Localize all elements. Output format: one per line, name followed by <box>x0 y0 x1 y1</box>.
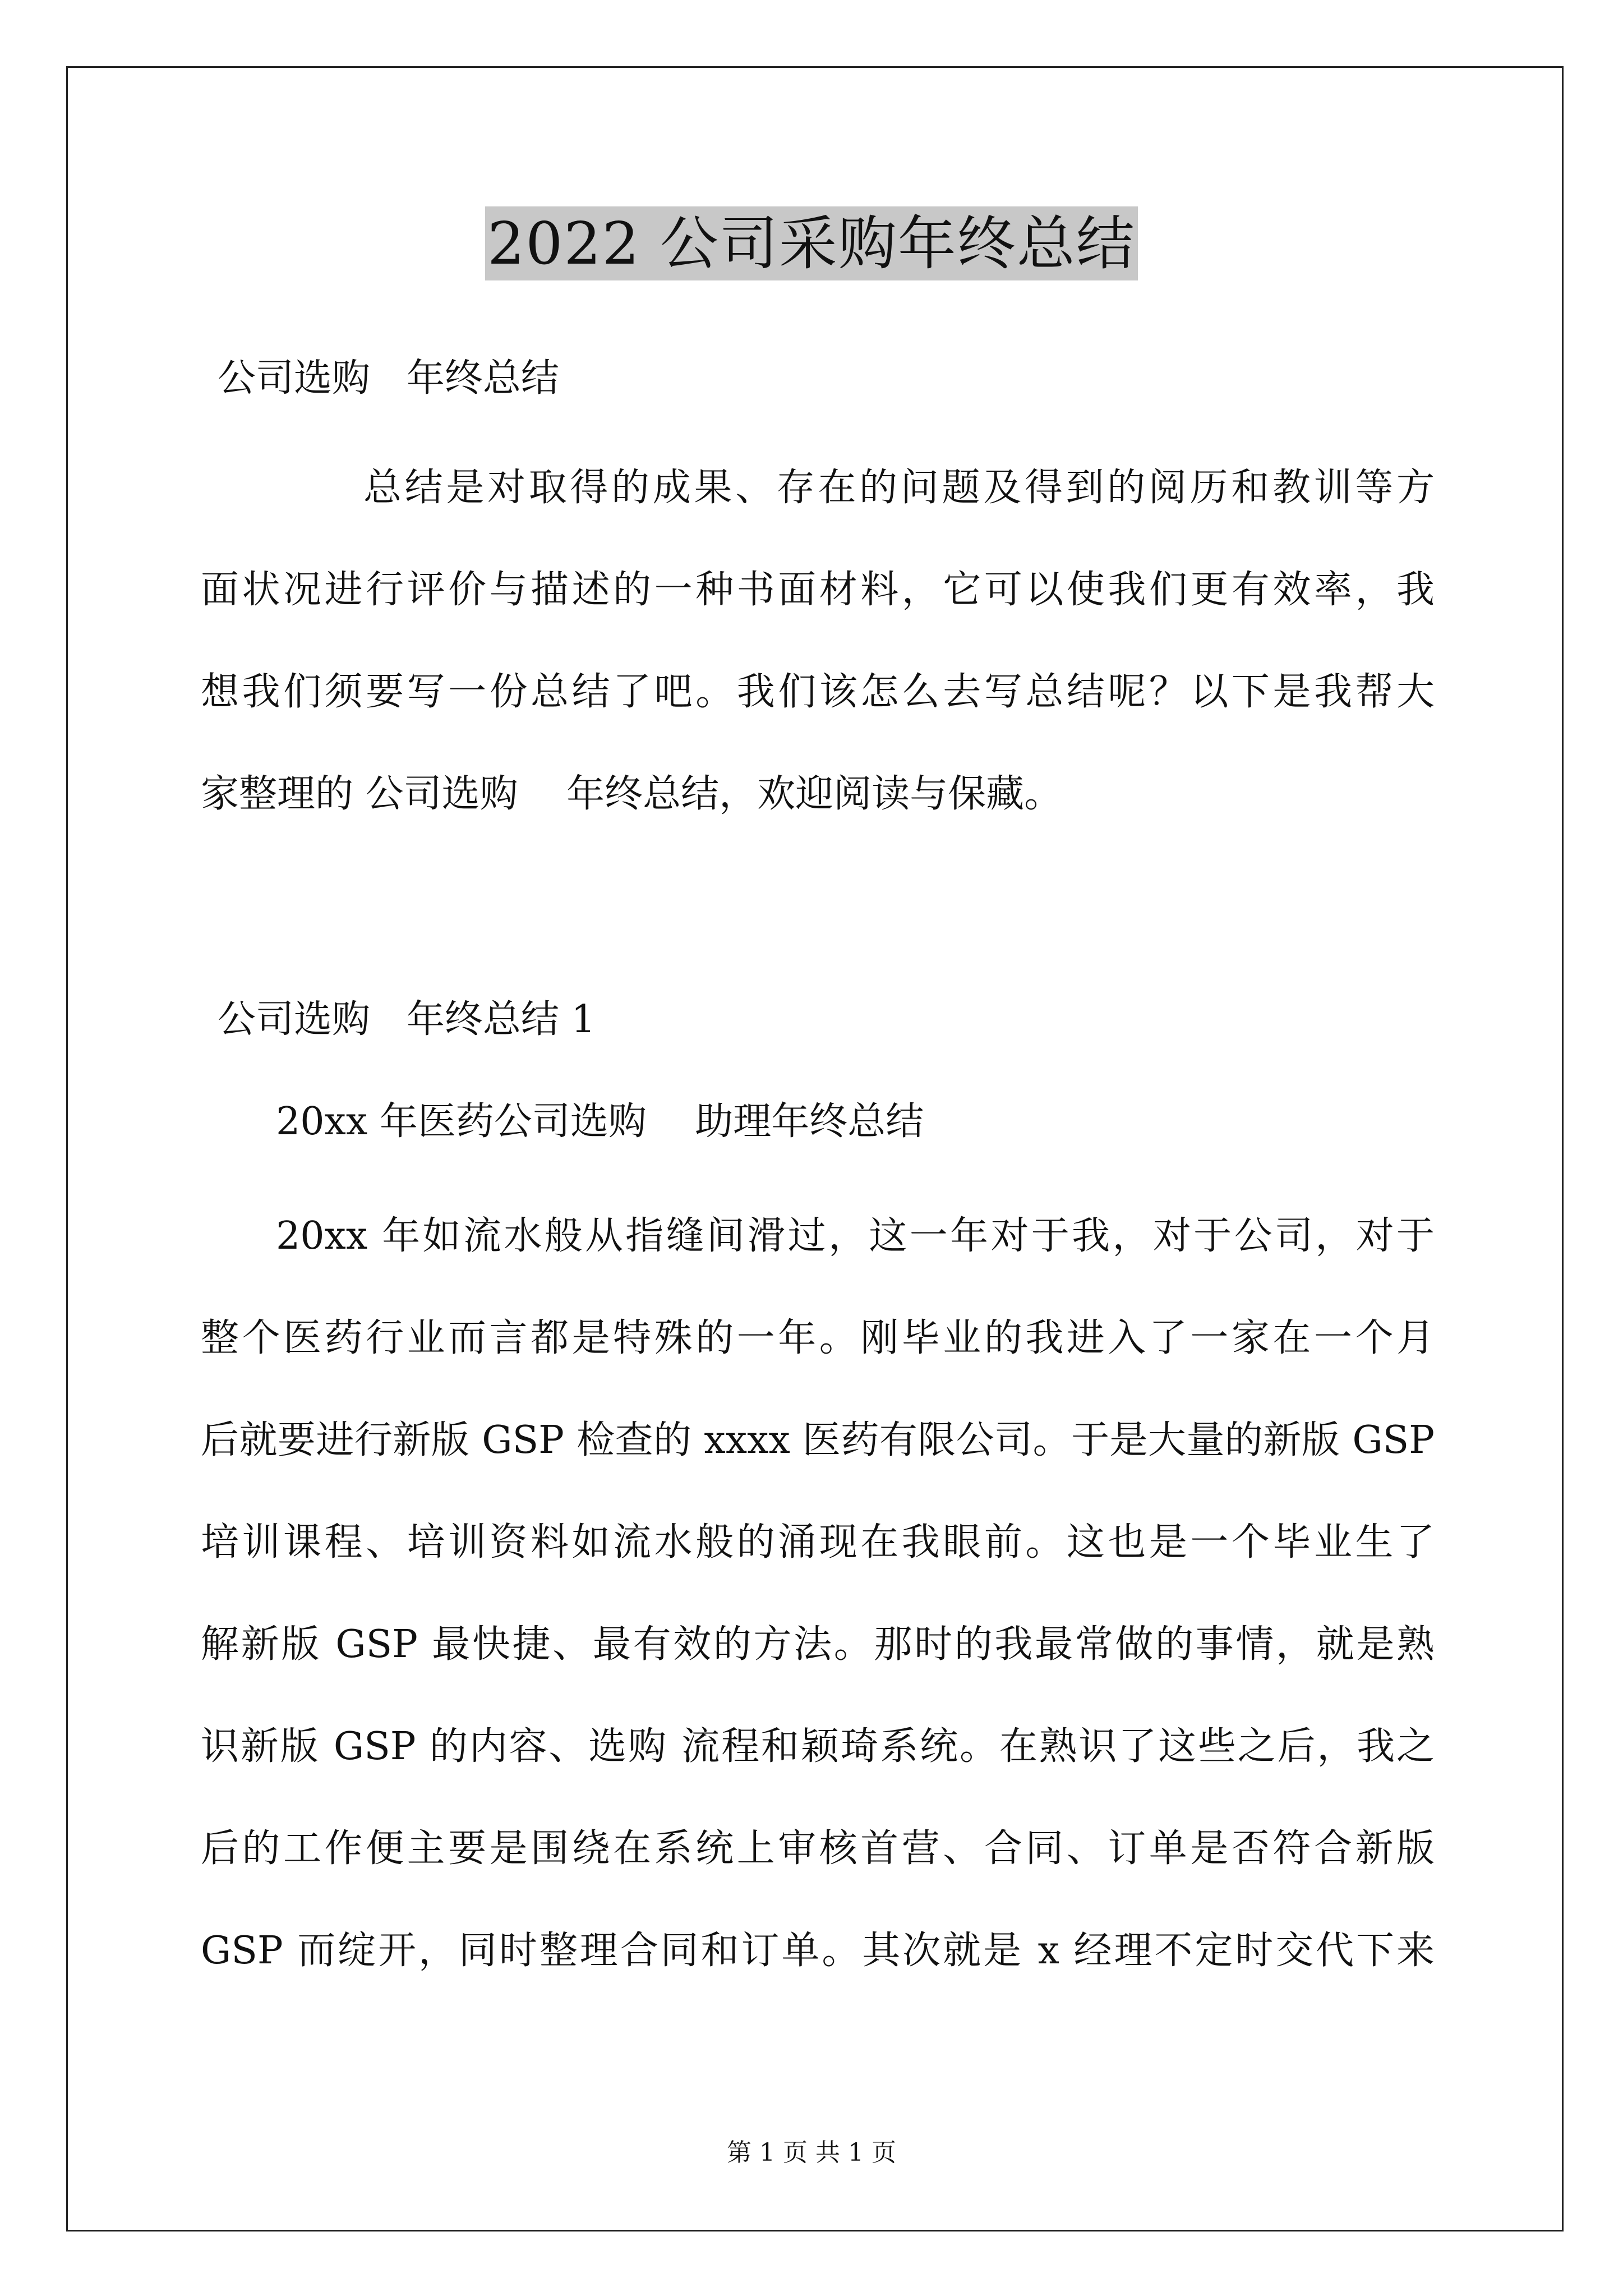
intro-line-3: 想我们须要写一份总结了吧。我们该怎么去写总结呢？以下是我帮大 <box>201 670 1435 714</box>
page-footer: 第 1 页 共 1 页 <box>727 2138 896 2167</box>
intro-line-1: 总结是对取得的成果、存在的问题及得到的阅历和教训等方 <box>363 466 1435 510</box>
body-line-7: 后的工作便主要是围绕在系统上审核首营、合同、订单是否符合新版 <box>201 1826 1435 1871</box>
body-line-5: 解新版 GSP 最快捷、最有效的方法。那时的我最常做的事情，就是熟 <box>201 1622 1435 1667</box>
section-heading: 公司选购 年终总结 1 <box>218 997 596 1042</box>
body-line-2: 整个医药行业而言都是特殊的一年。刚毕业的我进入了一家在一个月 <box>201 1316 1435 1360</box>
body-line-4: 培训课程、培训资料如流水般的涌现在我眼前。这也是一个毕业生了 <box>201 1520 1435 1565</box>
intro-line-2: 面状况进行评价与描述的一种书面材料，它可以使我们更有效率，我 <box>201 568 1435 612</box>
title-container <box>0 206 1623 280</box>
subtitle: 公司选购 年终总结 <box>218 356 559 401</box>
intro-line-4: 家整理的 公司选购 年终总结，欢迎阅读与保藏。 <box>201 772 1063 816</box>
body-line-8: GSP 而绽开，同时整理合同和订单。其次就是 x 经理不定时交代下来 <box>201 1929 1435 1973</box>
body-line-3: 后就要进行新版 GSP 检查的 xxxx 医药有限公司。于是大量的新版 GSP <box>201 1418 1435 1462</box>
document-title: 2022 公司采购年终总结 <box>485 206 1138 280</box>
body-line-1: 20xx 年如流水般从指缝间滑过，这一年对于我，对于公司，对于 <box>276 1214 1435 1258</box>
body-line-6: 识新版 GSP 的内容、选购 流程和颖琦系统。在熟识了这些之后，我之 <box>201 1724 1435 1769</box>
article-title: 20xx 年医药公司选购 助理年终总结 <box>276 1099 924 1144</box>
